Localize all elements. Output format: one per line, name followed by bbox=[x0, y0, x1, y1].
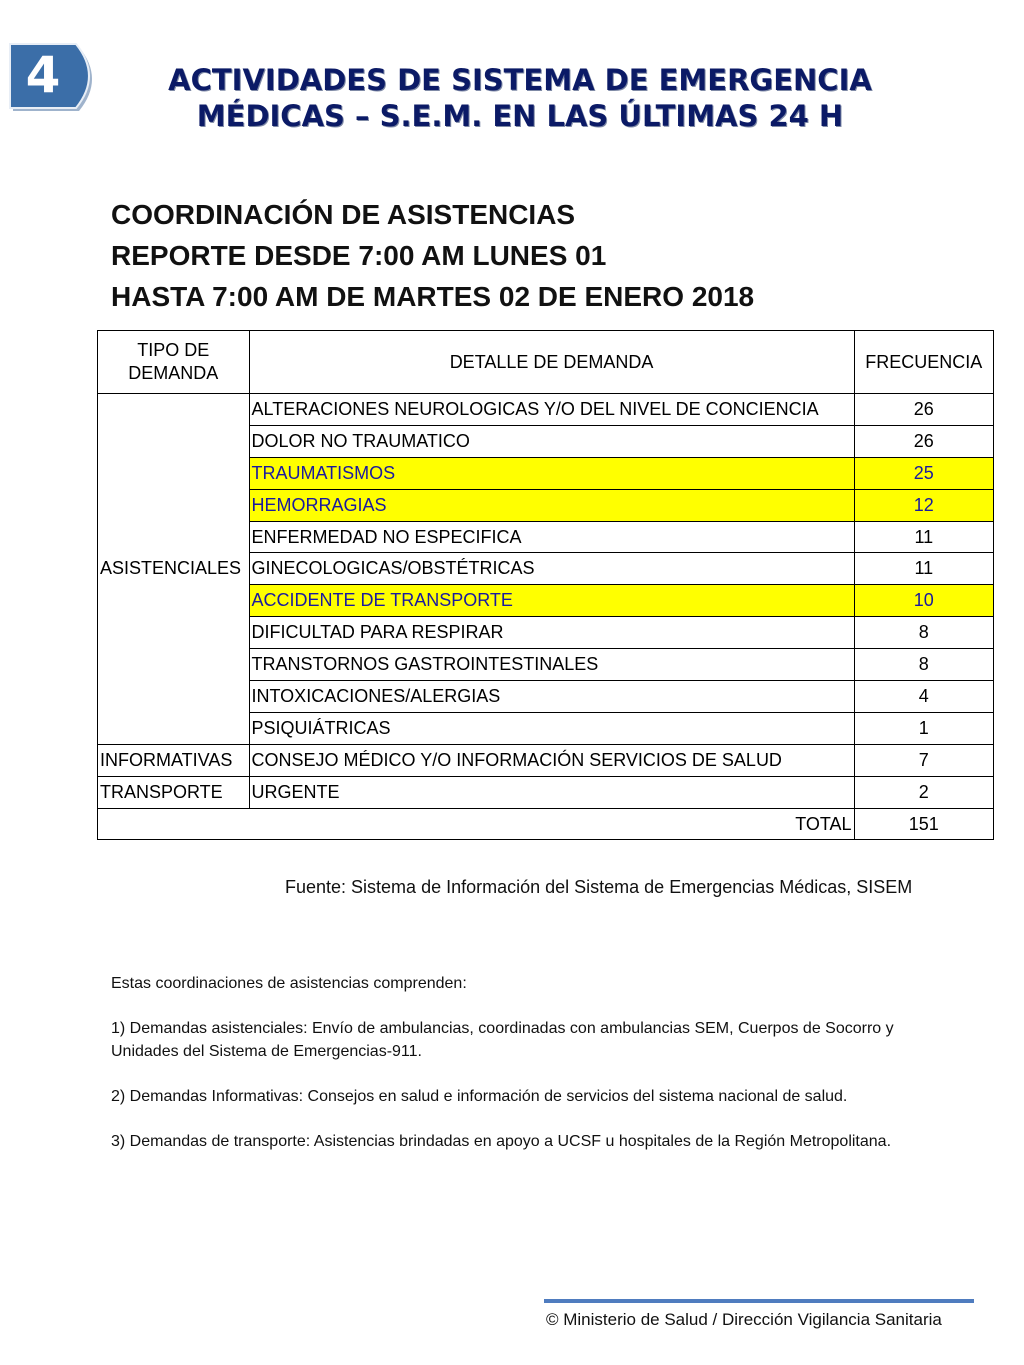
report-heading-line-3: HASTA 7:00 AM DE MARTES 02 DE ENERO 2018 bbox=[111, 281, 755, 312]
cell-detalle: TRAUMATISMOS bbox=[249, 457, 854, 489]
table-row bbox=[98, 744, 994, 776]
cell-frecuencia: 11 bbox=[854, 521, 993, 553]
cell-detalle: DIFICULTAD PARA RESPIRAR bbox=[249, 617, 854, 649]
note-item: 3) Demandas de transporte: Asistencias brindadas en apoyo a UCSF u hospitales de la Región Metropolitana. bbox=[111, 1133, 892, 1150]
cell-detalle: ACCIDENTE DE TRANSPORTE bbox=[249, 585, 854, 617]
header-detalle: DETALLE DE DEMANDA bbox=[249, 331, 854, 394]
section-number: 4 bbox=[25, 46, 61, 104]
table-header-row bbox=[98, 331, 994, 394]
cell-detalle: TRANSTORNOS GASTROINTESTINALES bbox=[249, 649, 854, 681]
total-row bbox=[98, 808, 994, 840]
cell-detalle: CONSEJO MÉDICO Y/O INFORMACIÓN SERVICIOS DE SALUD bbox=[249, 744, 854, 776]
cell-detalle: PSIQUIÁTRICAS bbox=[249, 712, 854, 744]
footer-text: © Ministerio de Salud / Dirección Vigilancia Sanitaria bbox=[546, 1310, 942, 1329]
page-title-line-2: MÉDICAS – S.E.M. EN LAS ÚLTIMAS 24 H bbox=[196, 99, 844, 133]
header-frecuencia: FRECUENCIA bbox=[854, 331, 993, 394]
cell-detalle: HEMORRAGIAS bbox=[249, 489, 854, 521]
data-source: Fuente: Sistema de Información del Sistema de Emergencias Médicas, SISEM bbox=[285, 877, 913, 897]
cell-frecuencia: 8 bbox=[854, 617, 993, 649]
cell-frecuencia: 26 bbox=[854, 394, 993, 426]
notes-section bbox=[111, 972, 961, 1175]
cell-tipo: TRANSPORTE bbox=[98, 776, 250, 808]
cell-frecuencia: 10 bbox=[854, 585, 993, 617]
cell-frecuencia: 8 bbox=[854, 649, 993, 681]
cell-frecuencia: 11 bbox=[854, 553, 993, 585]
cell-frecuencia: 2 bbox=[854, 776, 993, 808]
cell-frecuencia: 12 bbox=[854, 489, 993, 521]
cell-frecuencia: 25 bbox=[854, 457, 993, 489]
cell-tipo: INFORMATIVAS bbox=[98, 744, 250, 776]
cell-detalle: DOLOR NO TRAUMATICO bbox=[249, 425, 854, 457]
notes-intro: Estas coordinaciones de asistencias comprenden: bbox=[111, 975, 467, 992]
report-heading bbox=[111, 194, 991, 317]
table-body bbox=[98, 394, 994, 840]
table-row bbox=[98, 394, 994, 426]
page-title bbox=[112, 62, 928, 134]
page-title-line-1: ACTIVIDADES DE SISTEMA DE EMERGENCIA bbox=[168, 63, 872, 97]
cell-frecuencia: 26 bbox=[854, 425, 993, 457]
note-item: 1) Demandas asistenciales: Envío de ambulancias, coordinadas con ambulancias SEM, Cuerpos de Socorro y Unidades del Sistema de Emergencias-911. bbox=[111, 1020, 894, 1060]
section-number-badge bbox=[4, 40, 98, 110]
note-item: 2) Demandas Informativas: Consejos en salud e información de servicios del sistema nacional de salud. bbox=[111, 1088, 848, 1105]
cell-tipo: ASISTENCIALES bbox=[98, 394, 250, 745]
cell-detalle: INTOXICACIONES/ALERGIAS bbox=[249, 681, 854, 713]
cell-detalle: GINECOLOGICAS/OBSTÉTRICAS bbox=[249, 553, 854, 585]
report-heading-line-1: COORDINACIÓN DE ASISTENCIAS bbox=[111, 199, 576, 230]
table-row bbox=[98, 776, 994, 808]
cell-frecuencia: 1 bbox=[854, 712, 993, 744]
header-tipo: TIPO DE DEMANDA bbox=[98, 331, 250, 394]
report-heading-line-2: REPORTE DESDE 7:00 AM LUNES 01 bbox=[111, 240, 607, 271]
cell-detalle: URGENTE bbox=[249, 776, 854, 808]
total-label: TOTAL bbox=[98, 808, 855, 840]
cell-frecuencia: 4 bbox=[854, 681, 993, 713]
footer-divider bbox=[544, 1299, 974, 1303]
total-value: 151 bbox=[854, 808, 993, 840]
demand-table bbox=[97, 330, 994, 840]
cell-detalle: ENFERMEDAD NO ESPECIFICA bbox=[249, 521, 854, 553]
cell-detalle: ALTERACIONES NEUROLOGICAS Y/O DEL NIVEL DE CONCIENCIA bbox=[249, 394, 854, 426]
cell-frecuencia: 7 bbox=[854, 744, 993, 776]
